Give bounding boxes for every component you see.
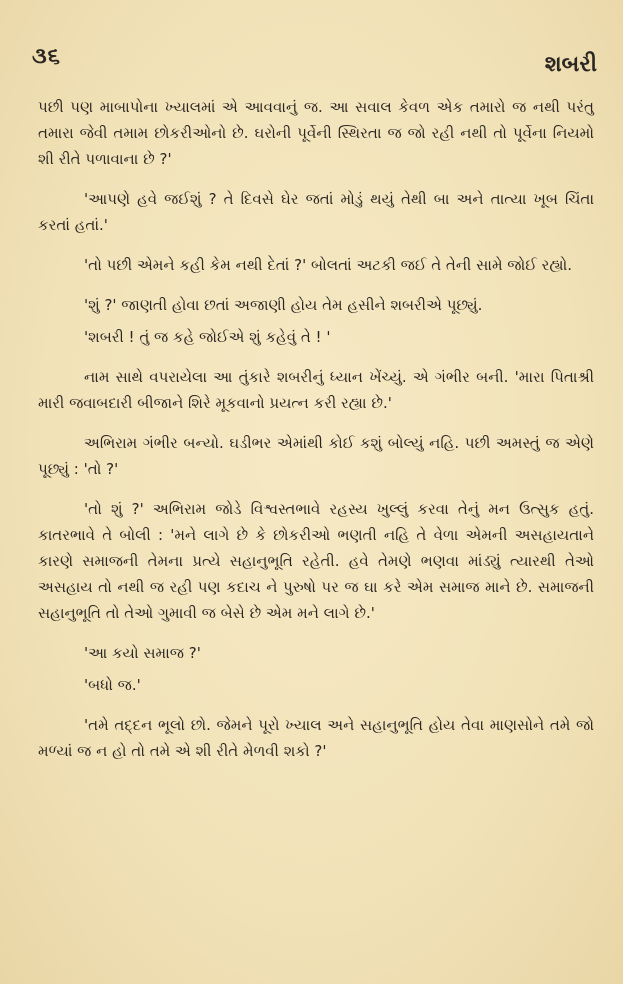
paragraph-9: 'આ કયો સમાજ ?' bbox=[84, 644, 201, 662]
paragraph-7: અભિરામ ગંભીર બન્યો. ઘડીભર એમાંથી કોઈ કશું બોલ્યું નહિ. પછી અમસ્તું જ એણે પૂછ્યું : 'તો ?' bbox=[38, 434, 594, 478]
body-text bbox=[38, 94, 594, 778]
paragraph-1: પછી પણ માબાપોના ખ્યાલમાં એ આવવાનું જ. આ સવાલ કેવળ એક તમારો જ નથી પરંતુ તમારા જેવી તમામ છોકરીઓનો છે. ઘરોની પૂર્વેની સ્થિરતા જ જો રહી નથી તો પૂર્વેના નિયમો શી રીતે પળાવાના છે ?' bbox=[38, 98, 594, 168]
page-number: ૩૬ bbox=[32, 44, 61, 69]
running-title: શબરી bbox=[544, 52, 597, 77]
paragraph-6: નામ સાથે વપરાયેલા આ તુંકારે શબરીનું ધ્યાન ખેંચ્યું. એ ગંભીર બની. 'મારા પિતાશ્રી મારી જવાબદારી બીજાને શિરે મૂકવાનો પ્રયત્ન કરી રહ્યા છે.' bbox=[38, 368, 594, 412]
paragraph-11: 'તમે તદ્દન ભૂલો છો. જેમને પૂરો ખ્યાલ અને સહાનુભૂતિ હોય તેવા માણસોને તમે જો મળ્યાં જ ન હો તો તમે એ શી રીતે મેળવી શકો ?' bbox=[38, 716, 594, 760]
paragraph-3: 'તો પછી એમને કહી કેમ નથી દેતાં ?' બોલતાં અટકી જઈ તે તેની સામે જોઈ રહ્યો. bbox=[84, 256, 572, 274]
paragraph-10: 'બધો જ.' bbox=[84, 676, 141, 694]
paragraph-2: 'આપણે હવે જઈશું ? તે દિવસે ઘેર જતાં મોડું થયું તેથી બા અને તાત્યા ખૂબ ચિંતા કરતાં હતાં.' bbox=[38, 190, 594, 234]
paragraph-8: 'તો શું ?' અભિરામ જોડે વિશ્વસ્તભાવે રહસ્ય ખુલ્લું કરવા તેનું મન ઉત્સુક હતું. કાતરભાવે તે બોલી : 'મને લાગે છે કે છોકરીઓ ભણતી નહિ તે વેળા એમની અસહાયતાને કારણે સમાજની તેમના પ્રત્યે સહાનુભૂતિ રહેતી. હવે તેમણે ભણવા માંડ્યું ત્યારથી તેઓ અસહાય તો નથી જ રહી પણ કદાચ ને પુરુષો પર જ ઘા કરે એમ સમાજ માને છે. સમાજની સહાનુભૂતિ તો તેઓ ગુમાવી જ બેસે છે એમ મને લાગે છે.' bbox=[38, 500, 594, 622]
paragraph-5: 'શબરી ! તું જ કહે જોઈએ શું કહેવું તે ! ' bbox=[84, 328, 331, 346]
paragraph-4: 'શું ?' જાણતી હોવા છતાં અજાણી હોય તેમ હસીને શબરીએ પૂછ્યું. bbox=[84, 296, 483, 314]
